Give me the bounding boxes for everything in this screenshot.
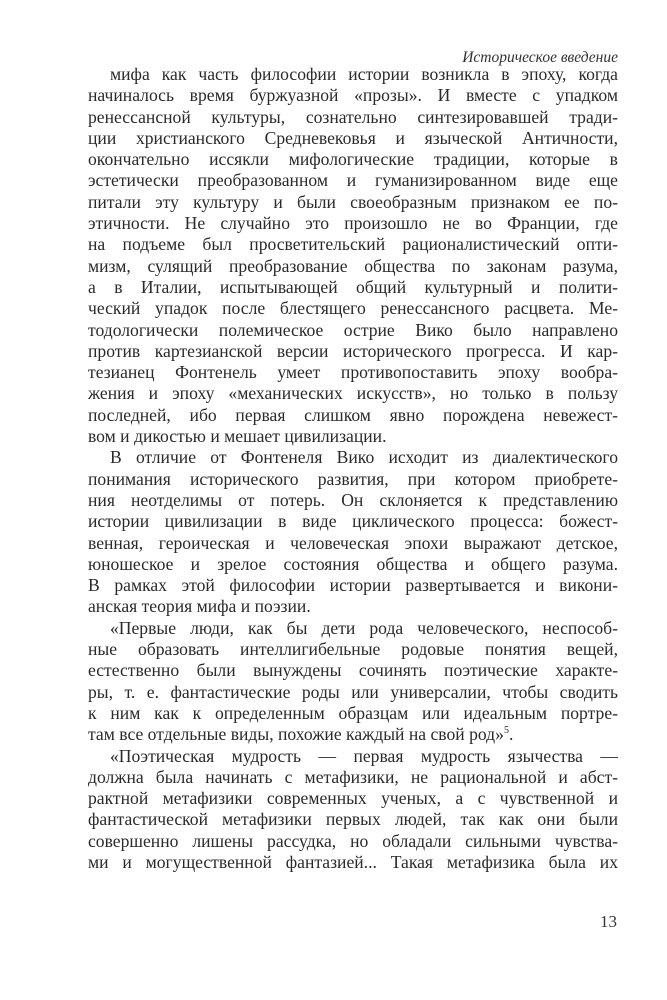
text-line	[88, 362, 618, 383]
line-text: ные образовать интеллигибельные родовые понятия вещей,	[88, 639, 618, 660]
text-line	[88, 746, 618, 767]
punctuation: .	[508, 724, 514, 745]
line-text: венная, героическая и человеческая эпохи выражают детское,	[88, 532, 618, 553]
line-text: В отличие от Фонтенеля Вико исходит из диалектического	[110, 447, 618, 468]
text-line	[88, 639, 618, 660]
line-text: тезианец Фонтенель умеет противопоставить эпоху вообра-	[88, 362, 618, 383]
text-line	[88, 383, 618, 404]
text-line	[88, 511, 618, 532]
line-text: естественно были вынуждены сочинять поэтические характе-	[88, 660, 618, 681]
paragraph	[88, 618, 618, 746]
text-line	[88, 490, 618, 511]
paragraph	[88, 64, 618, 447]
line-text: жения и эпоху «механических искусств», но только в пользу	[88, 383, 618, 404]
text-line	[88, 852, 618, 873]
line-text: мизм, сулящий преобразование общества по законам разума,	[88, 255, 618, 276]
text-line	[88, 618, 618, 639]
line-text: последней, ибо первая слишком явно порождена невежест-	[88, 404, 618, 425]
line-text: рактной метафизики современных ученых, а с чувственной и	[88, 788, 618, 809]
text-line	[88, 192, 618, 213]
text-line	[88, 298, 618, 319]
line-text: на подъеме был просветительский рационалистический опти-	[88, 234, 618, 255]
text-line	[88, 809, 618, 830]
line-text: должна была начинать с метафизики, не рациональной и абст-	[88, 766, 618, 787]
line-text: питали эту культуру и были своеобразным признаком ее по-	[88, 191, 618, 212]
line-text: эстетически преобразованном и гуманизированном виде еще	[88, 170, 618, 191]
line-text: к ним как к определенным образцам или идеальным портре-	[88, 702, 618, 723]
line-text: против картезианской версии исторического прогресса. И кар-	[88, 340, 618, 361]
line-text: «Первые люди, как бы дети рода человеческого, неспособ-	[110, 617, 618, 638]
text-line	[88, 831, 618, 852]
line-text: ренессансной культуры, сознательно синтезировавшей тради-	[88, 106, 618, 127]
line-text: анская теория мифа и поэзии.	[88, 596, 311, 617]
text-line	[88, 703, 618, 724]
text-line	[88, 426, 618, 447]
page-number: 13	[600, 912, 617, 931]
text-line	[88, 341, 618, 362]
line-text: ми и могущественной фантазией... Такая метафизика была их	[88, 851, 618, 872]
text-line	[88, 64, 618, 85]
text-line	[88, 596, 618, 617]
line-text: мифа как часть философии истории возникла в эпоху, когда	[110, 64, 618, 84]
line-text: ческий упадок после блестящего ренессансного расцвета. Ме-	[88, 298, 618, 319]
line-text: понимания исторического развития, при котором приобрете-	[88, 468, 618, 489]
page-body	[88, 64, 618, 873]
line-text: совершенно лишены рассудка, но обладали сильными чувства-	[88, 830, 618, 851]
line-text: В рамках этой философии истории развертывается и викони-	[88, 575, 618, 596]
line-text: ции христианского Средневековья и языческой Античности,	[88, 127, 618, 148]
text-line	[88, 660, 618, 681]
paragraph	[88, 447, 618, 617]
line-text: вом и дикостью и мешает цивилизации.	[88, 426, 387, 447]
line-text: ры, т. е. фантастические роды или универсалии, чтобы сводить	[88, 681, 618, 702]
text-line	[88, 767, 618, 788]
line-text: этичности. Не случайно это произошло не во Франции, где	[88, 213, 618, 234]
text-line	[88, 405, 618, 426]
text-line	[88, 533, 618, 554]
line-text: «Поэтическая мудрость — первая мудрость язычества —	[110, 745, 618, 766]
line-text: тодологически полемическое острие Вико было направлено	[88, 319, 618, 340]
text-line	[88, 213, 618, 234]
text-line	[88, 107, 618, 128]
line-text: а в Италии, испытывающей общий культурный и полити-	[88, 276, 618, 297]
text-line	[88, 277, 618, 298]
text-line	[88, 256, 618, 277]
text-line	[88, 85, 618, 106]
text-line	[88, 320, 618, 341]
text-line	[88, 447, 618, 468]
text-line	[88, 724, 618, 745]
line-text: фантастической метафизики первых людей, так как они были	[88, 809, 618, 830]
line-text: окончательно иссякли мифологические традиции, которые в	[88, 149, 618, 170]
text-line	[88, 128, 618, 149]
line-text: там все отдельные виды, похожие каждый на свой род»	[88, 724, 504, 745]
line-text: юношеское и зрелое состояния общества и общего разума.	[88, 553, 618, 574]
text-line	[88, 788, 618, 809]
text-line	[88, 469, 618, 490]
line-text: ния неотделимы от потерь. Он склоняется к представлению	[88, 489, 618, 510]
text-line	[88, 575, 618, 596]
text-line	[88, 554, 618, 575]
text-line	[88, 682, 618, 703]
paragraph	[88, 746, 618, 874]
text-line	[88, 170, 618, 191]
line-text: начиналось время буржуазной «прозы». И вместе с упадком	[88, 85, 618, 106]
footnote-marker[interactable]: 5	[503, 725, 509, 737]
text-line	[88, 149, 618, 170]
text-line	[88, 234, 618, 255]
line-text: истории цивилизации в виде циклического процесса: божест-	[88, 511, 618, 532]
running-header: Историческое введение	[462, 49, 618, 66]
